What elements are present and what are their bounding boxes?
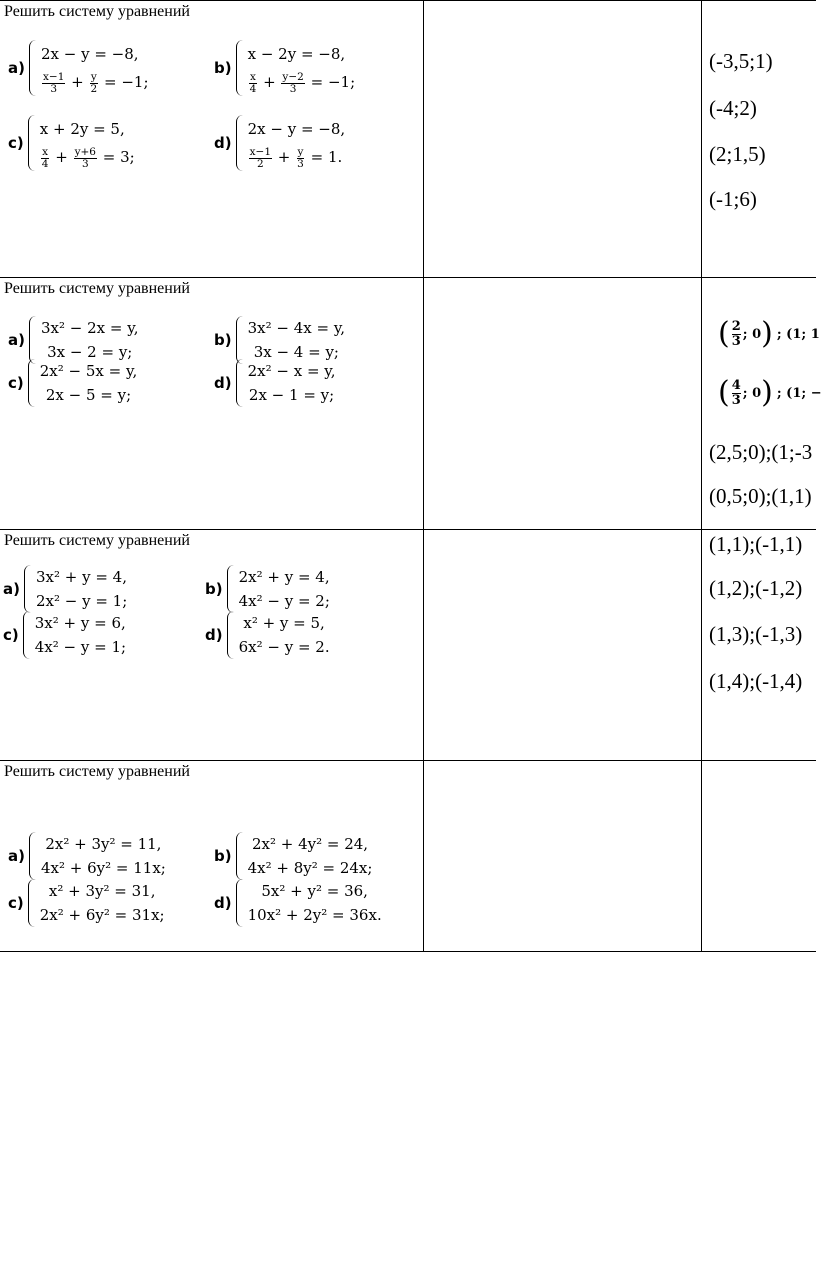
answer-2: (1,2);(-1,2) [709,576,803,600]
equation-1: x + 2y = 5, [39,120,125,138]
brace-icon [29,316,38,364]
system-label: a) [8,847,25,865]
brace-icon [236,879,245,927]
equation-2: $\frac{x-1}{2}$ + $\frac{y}{3}$ = 1. [249,145,343,170]
system-b [205,565,330,613]
brace-icon [24,565,33,613]
equation-1: 3x² − 4x = y, [247,319,346,337]
brace-icon [236,832,245,880]
equation-1: 2x − y = −8, [40,45,139,63]
system-label: c) [8,134,24,152]
equation-1: x − 2y = −8, [247,45,346,63]
system-b [214,40,355,96]
system-d [214,115,345,171]
equation-1: 2x² − 5x = y, [39,362,138,380]
system-d [214,879,382,927]
equation-1: 3x² + y = 4, [35,568,127,586]
answer-1: (-3,5;1) [709,49,773,73]
equation-1: 3x² + y = 6, [34,614,126,632]
equation-1: 5x² + y² = 36, [261,882,368,900]
table-border-bottom [0,951,816,952]
system-a [3,565,127,613]
system-c [8,879,165,927]
equation-2: 4x² − y = 2; [238,592,330,610]
brace-icon [236,359,245,407]
task-title: Решить систему уравнений [4,3,190,20]
equation-1: 2x² + y = 4, [238,568,330,586]
system-c [8,359,137,407]
equation-1: 2x² − x = y, [247,362,336,380]
answer-3: (2,5;0);(1;-3 [709,440,813,464]
answer-4: (1,4);(-1,4) [709,669,803,693]
system-label: b) [214,59,232,77]
answer-1: ( 2 3 ; 0 ) ; (1; 1 [718,316,820,351]
brace-icon [236,316,245,364]
equation-2: 4x² + 6y² = 11x; [40,859,166,877]
system-b [214,316,345,364]
brace-icon [227,565,236,613]
equation-2: 2x − 5 = y; [45,386,132,404]
task-title: Решить систему уравнений [4,532,190,549]
equation-1: x² + y = 5, [243,614,325,632]
equation-2: $\frac{x}{4}$ + $\frac{y-2}{3}$ = −1; [249,70,356,95]
brace-icon [29,40,38,96]
system-label: c) [8,374,24,392]
system-d [205,611,330,659]
system-label: b) [214,331,232,349]
answer-4: (-1;6) [709,187,757,211]
answer-3: (1,3);(-1,3) [709,622,803,646]
table-border-top [0,0,816,1]
system-label: b) [214,847,232,865]
system-c [3,611,126,659]
equation-1: 3x² − 2x = y, [40,319,139,337]
equation-2: 10x² + 2y² = 36x. [247,906,382,924]
task-title: Решить систему уравнений [4,280,190,297]
brace-icon [236,115,245,171]
equation-2: 2x² − y = 1; [35,592,128,610]
system-label: d) [205,626,223,644]
equation-1: 2x² + 3y² = 11, [45,835,162,853]
system-b [214,832,372,880]
column-divider [423,0,424,952]
task-title: Решить систему уравнений [4,763,190,780]
system-label: d) [214,894,232,912]
row-divider [0,529,816,530]
equation-1: 2x − y = −8, [247,120,346,138]
system-label: d) [214,134,232,152]
equation-2: 3x − 2 = y; [47,343,133,361]
row-divider [0,760,816,761]
equation-2: 4x² − y = 1; [34,638,127,656]
brace-icon [236,40,245,96]
equation-2: 3x − 4 = y; [253,343,339,361]
system-label: c) [8,894,24,912]
equation-2: $\frac{x}{4}$ + $\frac{y+6}{3}$ = 3; [41,145,135,170]
brace-icon [23,611,32,659]
brace-icon [29,832,38,880]
answer-3: (2;1,5) [709,142,766,166]
system-label: a) [3,580,20,598]
answer-4: (0,5;0);(1,1) [709,484,812,508]
answer-1: (1,1);(-1,1) [709,532,803,556]
system-label: b) [205,580,223,598]
system-a [8,832,166,880]
equation-2: 2x − 1 = y; [248,386,335,404]
answer-2: ( 4 3 ; 0 ) ; (1; − [718,375,822,410]
equation-1: x² + 3y² = 31, [48,882,156,900]
brace-icon [28,879,37,927]
equation-2: $\frac{x-1}{3}$ + $\frac{y}{2}$ = −1; [42,70,149,95]
system-label: d) [214,374,232,392]
column-divider [701,0,702,952]
system-c [8,115,135,171]
system-a [8,316,138,364]
system-label: a) [8,331,25,349]
equation-2: 6x² − y = 2. [238,638,330,656]
brace-icon [227,611,236,659]
system-d [214,359,336,407]
row-divider [0,277,816,278]
equation-1: 2x² + 4y² = 24, [251,835,369,853]
answer-2: (-4;2) [709,96,757,120]
system-label: c) [3,626,19,644]
system-a [8,40,149,96]
system-label: a) [8,59,25,77]
brace-icon [28,115,37,171]
equation-2: 4x² + 8y² = 24x; [247,859,373,877]
equation-2: 2x² + 6y² = 31x; [39,906,165,924]
brace-icon [28,359,37,407]
